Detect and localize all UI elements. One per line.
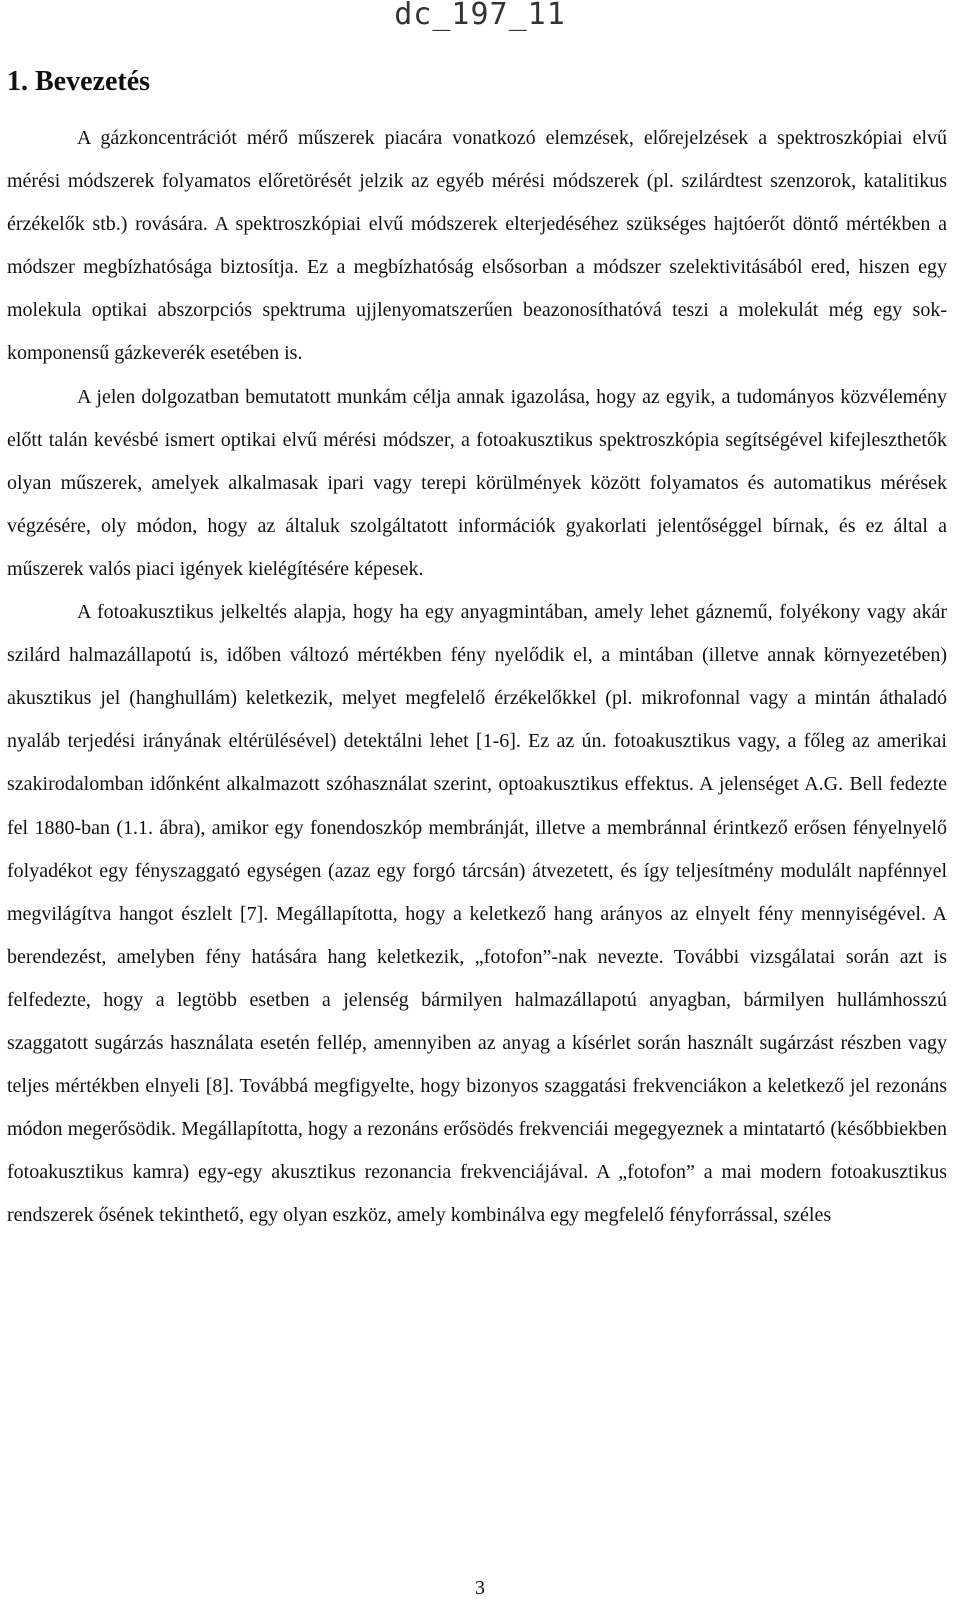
paragraph-2: A jelen dolgozatban bemutatott munkám célja annak igazolása, hogy az egyik, a tudományos közvélemény előtt talán kevésbé ismert optikai elvű mérési módszer, a fotoakusztikus spektroszkópia segítségével kifejleszthetők olyan műszerek, amelyek alkalmasak ipari vagy terepi körülmények között folyamatos és automatikus mérések végzésére, oly módon, hogy az általuk szolgáltatott információk gyakorlati jelentőséggel bírnak, és ez által a műszerek valós piaci igények kielégítésére képesek.	[7, 385, 947, 580]
section-heading: 1. Bevezetés	[7, 66, 151, 97]
document-id: dc_197_11	[394, 0, 566, 32]
paragraph-1: A gázkoncentrációt mérő műszerek piacára vonatkozó elemzések, előrejelzések a spektroszkópiai elvű mérési módszerek folyamatos előretörését jelzik az egyéb mérési módszerek (pl. szilárdtest szenzorok, katalitikus érzékelők stb.) rovására. A spektroszkópiai elvű módszerek elterjedéséhez szükséges hajtóerőt döntő mértékben a módszer megbízhatósága biztosítja. Ez a megbízhatóság elsősorban a módszer szelektivitásából ered, hiszen egy molekula optikai abszorpciós spektruma ujjlenyomatszerűen beazonosíthatóvá teszi a molekulát még egy sok-komponensű gázkeverék esetében is.	[7, 127, 947, 365]
page-number: 3	[475, 1577, 485, 1599]
body-text	[7, 117, 947, 1237]
paragraph-3: A fotoakusztikus jelkeltés alapja, hogy ha egy anyagmintában, amely lehet gáznemű, folyékony vagy akár szilárd halmazállapotú is, időben változó mértékben fény nyelődik el, a mintában (illetve annak környezetében) akusztikus jel (hanghullám) keletkezik, melyet megfelelő érzékelőkkel (pl. mikrofonnal vagy a mintán áthaladó nyaláb terjedési irányának eltérülésével) detektálni lehet [1-6]. Ez az ún. fotoakusztikus vagy, a főleg az amerikai szakirodalomban időnként alkalmazott szóhasználat szerint, optoakusztikus effektus. A jelenséget A.G. Bell fedezte fel 1880-ban (1.1. ábra), amikor egy fonendoszkóp membránját, illetve a membránnal érintkező erősen fényelnyelő folyadékot egy fényszaggató egységen (azaz egy forgó tárcsán) átvezetett, és így teljesítmény modulált napfénnyel megvilágítva hangot észlelt [7]. Megállapította, hogy a keletkező hang arányos az elnyelt fény mennyiségével. A berendezést, amelyben fény hatására hang keletkezik, „fotofon”-nak nevezte. További vizsgálatai során azt is felfedezte, hogy a legtöbb esetben a jelenség bármilyen halmazállapotú anyagban, bármilyen hullámhosszú szaggatott sugárzás használata esetén fellép, amennyiben az anyag a kísérlet során használt sugárzást részben vagy teljes mértékben elnyeli [8]. Továbbá megfigyelte, hogy bizonyos szaggatási frekvenciákon a keletkező jel rezonáns módon megerősödik. Megállapította, hogy a rezonáns erősödés frekvenciái megegyeznek a mintatartó (későbbiekben fotoakusztikus kamra) egy-egy akusztikus rezonancia frekvenciájával. A „fotofon” a mai modern fotoakusztikus rendszerek ősének tekinthető, egy olyan eszköz, amely kombinálva egy megfelelő fényforrással, széles	[7, 601, 947, 1227]
